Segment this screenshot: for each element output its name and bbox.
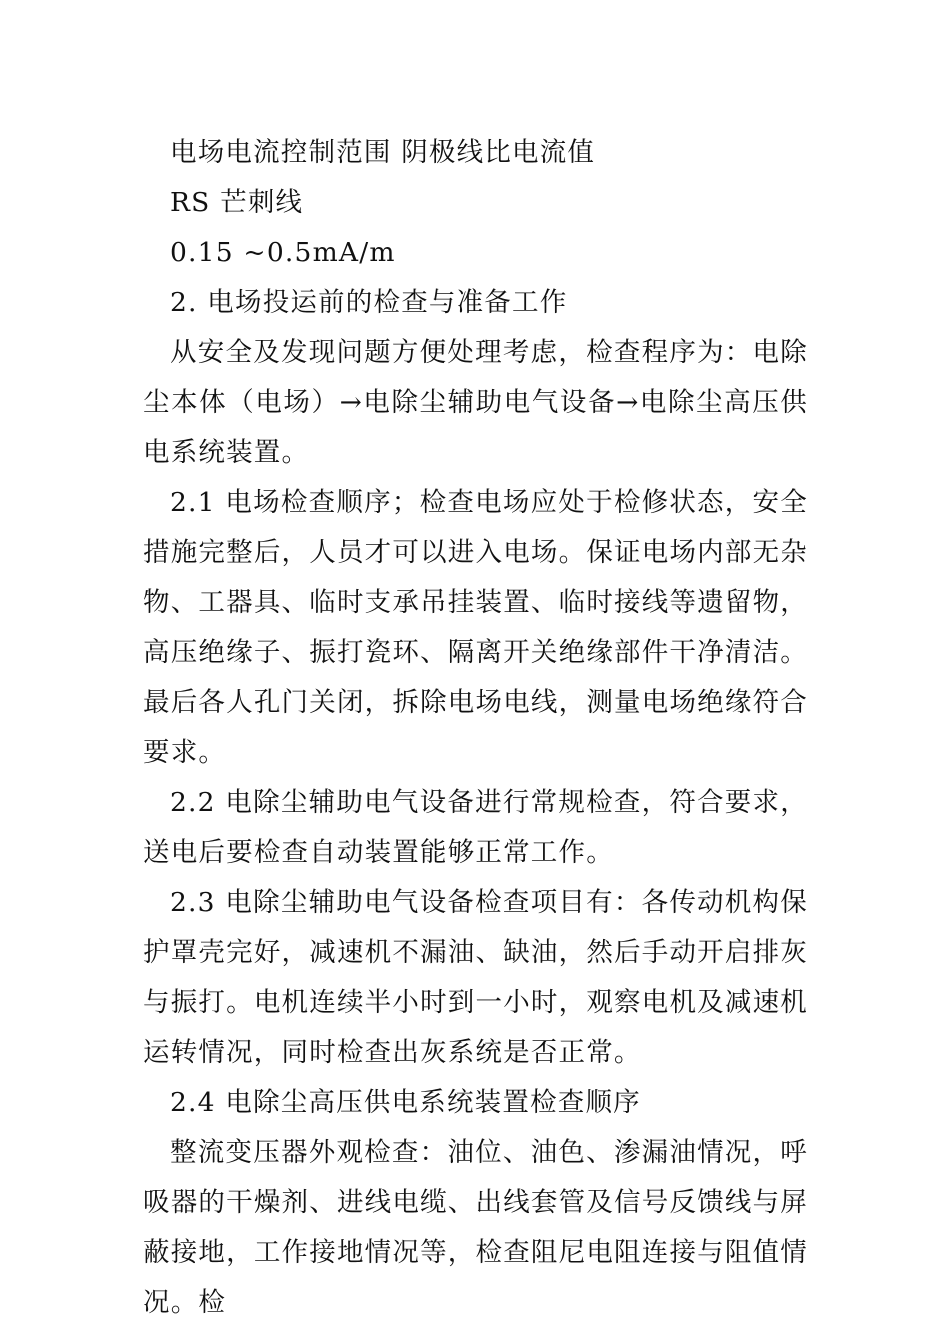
inspection-order-paragraph: 从安全及发现问题方便处理考虑，检查程序为：电除尘本体（电场）→电除尘辅助电气设备→电除尘高压供电系统装置。 xyxy=(143,337,808,468)
section-2-3-paragraph: 2.3 电除尘辅助电气设备检查项目有：各传动机构保护罩壳完好，减速机不漏油、缺油，然后手动开启排灰与振打。电机连续半小时到一小时，观察电机及减速机运转情况，同时检查出灰系统是否正常。 xyxy=(143,887,808,1068)
document-body xyxy=(143,128,808,1328)
section-2-4-heading: 2.4 电除尘高压供电系统装置检查顺序 xyxy=(170,1087,641,1118)
section-2-heading: 2. 电场投运前的检查与准备工作 xyxy=(170,287,568,318)
current-value: 0.15 ~0.5mA/m xyxy=(170,237,396,268)
transformer-inspection-paragraph: 整流变压器外观检查：油位、油色、渗漏油情况，呼吸器的干燥剂、进线电缆、出线套管及信号反馈线与屏蔽接地，工作接地情况等，检查阻尼电阻连接与阻值情况。检 xyxy=(143,1137,808,1318)
current-range-heading: 电场电流控制范围 阴极线比电流值 xyxy=(170,137,596,168)
section-2-2-paragraph: 2.2 电除尘辅助电气设备进行常规检查，符合要求，送电后要检查自动装置能够正常工作。 xyxy=(143,787,808,868)
rs-wire-label: RS 芒刺线 xyxy=(170,187,304,218)
section-2-1-paragraph: 2.1 电场检查顺序；检查电场应处于检修状态，安全措施完整后，人员才可以进入电场。保证电场内部无杂物、工器具、临时支承吊挂装置、临时接线等遗留物，高压绝缘子、振打瓷环、隔离开关绝缘部件干净清洁。最后各人孔门关闭，拆除电场电线，测量电场绝缘符合要求。 xyxy=(143,487,808,768)
